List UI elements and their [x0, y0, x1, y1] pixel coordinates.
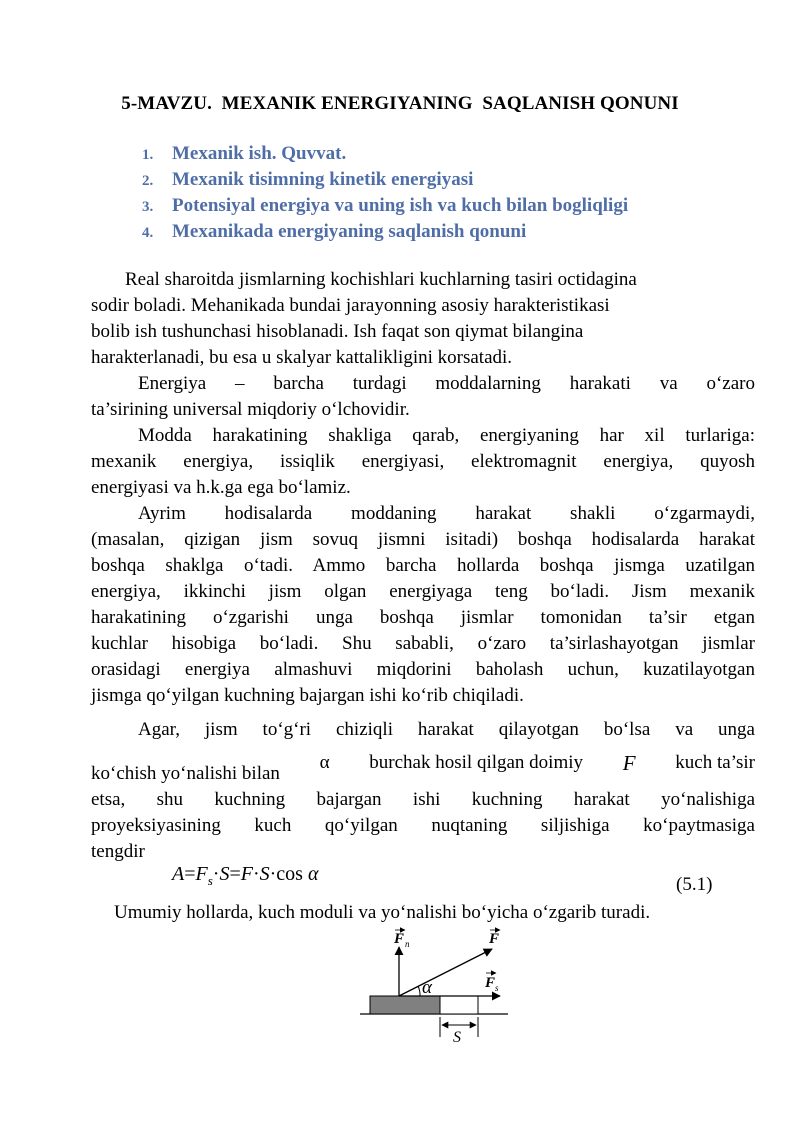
- equation-number: (5.1): [676, 874, 713, 895]
- text-segment: burchak hosil qilgan doimiy: [369, 752, 584, 773]
- force-arrow: [399, 949, 492, 996]
- topic-text: Potensiyal energiya va uning ish va kuch bilan bogliqligi: [172, 195, 629, 216]
- topic-item: [142, 141, 628, 167]
- paragraph-energy-types: [91, 423, 755, 501]
- fn-subscript: n: [405, 939, 410, 949]
- text-segment: ko‘chish yo‘nalishi bilan: [91, 763, 280, 784]
- topic-text: Mexanik ish. Quvvat.: [172, 143, 347, 164]
- topic-text: Mexanikada energiyaning saqlanish qonuni: [172, 221, 527, 242]
- text-line: proyeksiyasining kuch qo‘yilgan nuqtaning siljishiga ko‘paytmasiga: [91, 815, 755, 836]
- page-title: 5-MAVZU. MEXANIK ENERGIYANING SAQLANISH QONUNI: [121, 93, 679, 114]
- text-line: jismga qo‘yilgan kuchning bajargan ishi ko‘rib chiqiladi.: [91, 685, 524, 706]
- formula-symbol: S: [259, 863, 270, 885]
- text-line: energiya, ikkinchi jism olgan energiyaga teng bo‘ladi. Jism mexanik: [91, 581, 755, 602]
- topic-number: 1.: [142, 147, 154, 163]
- fs-label: F: [485, 975, 496, 991]
- paragraph-intro: [91, 267, 755, 371]
- topic-number: 3.: [142, 199, 154, 215]
- formula-operator: ·: [269, 863, 277, 885]
- text-line: ta’sirining universal miqdoriy o‘lchovidir.: [91, 399, 410, 420]
- topic-number: 2.: [142, 173, 154, 189]
- text-line: energiyasi va h.k.ga ega bo‘lamiz.: [91, 477, 351, 498]
- text-line: harakterlanadi, bu esa u skalyar kattalikligini korsatadi.: [91, 347, 513, 368]
- text-line: (masalan, qizigan jism sovuq jismni isitadi) boshqa hodisalarda harakat: [91, 529, 755, 550]
- body-block: [370, 996, 440, 1014]
- paragraph-work-rest: [91, 787, 755, 865]
- fs-subscript: s: [495, 983, 499, 993]
- f-label: F: [489, 931, 500, 947]
- paragraph-energy-definition: [91, 371, 755, 423]
- displaced-block: [440, 996, 478, 1014]
- text-line: Real sharoitda jismlarning kochishlari kuchlarning tasiri octidagina: [125, 269, 637, 290]
- text-line: harakatining o‘zgarishi unga boshqa jismlar tomonidan ta’sir etgan: [91, 607, 755, 628]
- text-line: tengdir: [91, 841, 145, 862]
- formula-symbol: A: [172, 863, 185, 885]
- alpha-symbol: α: [319, 752, 330, 773]
- formula-operator: ·: [212, 863, 220, 885]
- text-line: Energiya – barcha turdagi moddalarning harakati va o‘zaro: [138, 373, 755, 394]
- force-diagram: [350, 925, 520, 1050]
- text-line: mexanik energiya, issiqlik energiyasi, elektromagnit energiya, quyosh: [91, 451, 755, 472]
- fn-label: F: [394, 931, 405, 947]
- text-line: Modda harakatining shakliga qarab, energiyaning har xil turlariga:: [138, 425, 755, 446]
- paragraph-energy-transfer: [91, 501, 755, 709]
- paragraph-work-definition: [91, 717, 755, 743]
- topic-item: [142, 219, 628, 245]
- formula-operator: ·: [252, 863, 260, 885]
- text-line: orasidagi energiya almashuvi miqdorini baholash uchun, kuzatilayotgan: [91, 659, 755, 680]
- work-formula: [172, 863, 318, 889]
- formula-function: cos: [276, 863, 303, 885]
- topic-item: [142, 193, 628, 219]
- alpha-label: α: [422, 977, 432, 998]
- text-line: Ayrim hodisalarda moddaning harakat shakli o‘zgarmaydi,: [138, 503, 755, 524]
- text-segment: kuch ta’sir: [675, 752, 755, 773]
- formula-symbol: F: [240, 863, 253, 885]
- angle-arc: [418, 986, 420, 996]
- force-symbol: F: [622, 751, 636, 775]
- formula-operator: =: [184, 863, 196, 885]
- formula-symbol: F: [195, 863, 208, 885]
- topic-item: [142, 167, 628, 193]
- text-line: kuchlar hisobiga bo‘ladi. Shu sababli, o‘zaro ta’sirlashayotgan jismlar: [91, 633, 755, 654]
- paragraph-work-line2: [91, 750, 755, 787]
- topic-number: 4.: [142, 225, 154, 241]
- text-line: etsa, shu kuchning bajargan ishi kuchning harakat yo‘nalishiga: [91, 789, 755, 810]
- s-label: S: [453, 1029, 461, 1046]
- formula-operator: =: [229, 863, 241, 885]
- closing-line: Umumiy hollarda, kuch moduli va yo‘nalishi bo‘yicha o‘zgarib turadi.: [114, 902, 651, 923]
- formula-symbol: S: [219, 863, 230, 885]
- text-line: sodir boladi. Mehanikada bundai jarayonning asosiy harakteristikasi: [91, 295, 610, 316]
- formula-subscript: s: [207, 873, 213, 888]
- text-line: Agar, jism to‘g‘ri chiziqli harakat qilayotgan bo‘lsa va unga: [138, 719, 755, 740]
- text-line: bolib ish tushunchasi hisoblanadi. Ish faqat son qiymat bilangina: [91, 321, 584, 342]
- formula-symbol: α: [307, 863, 319, 885]
- text-line: boshqa shaklga o‘tadi. Ammo barcha hollarda boshqa jismga uzatilgan: [91, 555, 755, 576]
- topic-text: Mexanik tisimning kinetik energiyasi: [172, 169, 474, 190]
- topic-list: [142, 141, 628, 245]
